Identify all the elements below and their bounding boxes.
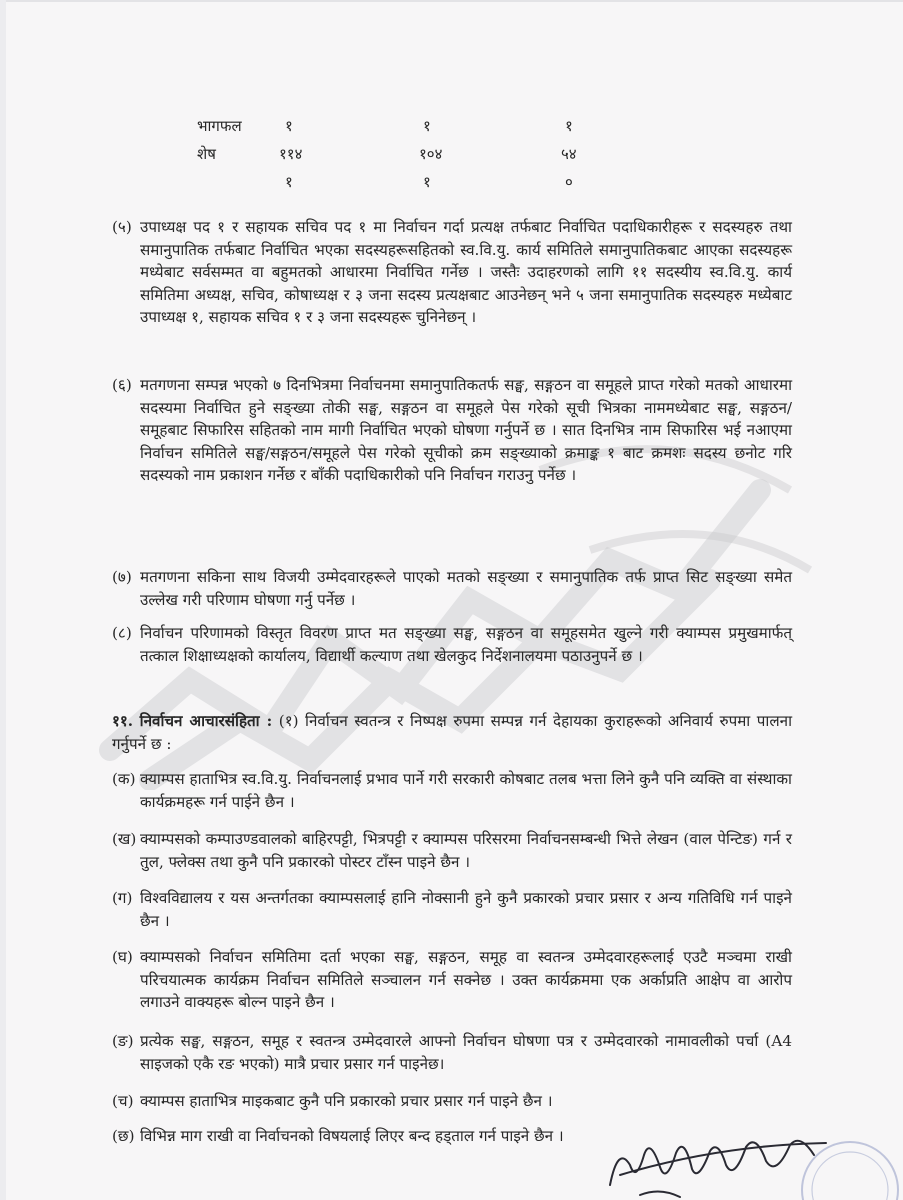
paragraph-text: निर्वाचन परिणामको विस्तृत विवरण प्राप्त मत सङ्ख्या सङ्घ, सङ्गठन वा समूहसमेत खुल्ने गरी क्याम्पस प्रमुखमार्फत् तत्काल शिक्षाध्यक्षको कार्यालय, विद्यार्थी कल्याण तथा खेलकुद निर्देशनालयमा पठाउनुपर्ने छ । [140, 624, 792, 665]
clause-nga [112, 1030, 792, 1075]
paragraph-6 [112, 374, 792, 487]
clause-text: विभिन्न माग राखी वा निर्वाचनको विषयलाई लिएर बन्द हड्ताल गर्न पाइने छैन । [140, 1127, 564, 1145]
calc-row-remainder [197, 140, 617, 168]
calc-value: १ [285, 117, 293, 135]
paragraph-marker: (६) [112, 376, 132, 394]
calc-value: १ [423, 173, 431, 191]
calc-value: १ [285, 173, 293, 191]
division-calculation [197, 112, 617, 196]
section-number: ११. [112, 712, 134, 730]
clause-gha [112, 946, 792, 1014]
clause-ka [112, 768, 792, 813]
calc-value: ० [565, 173, 573, 191]
clause-ga [112, 887, 792, 932]
official-seal-stamp [780, 1120, 900, 1200]
page-left-edge [0, 0, 6, 1200]
paragraph-text: उपाध्यक्ष पद १ र सहायक सचिव पद १ मा निर्वाचन गर्दा प्रत्यक्ष तर्फबाट निर्वाचित पदाधिकारीहरू र सदस्यहरु तथा समानुपातिक तर्फबाट निर्वाचित भएका सदस्यहरूसहितको स्व.वि.यु. कार्य समितिले समानुपातिकबाट आएका सदस्यहरू मध्येबाट सर्वसम्मत वा बहुमतको आधारमा निर्वाचित गर्नेछ । जस्तैः उदाहरणको लागि ११ सदस्यीय स्व.वि.यु. कार्य समितिमा अध्यक्ष, सचिव, कोषाध्यक्ष र ३ जना सदस्य प्रत्यक्षबाट आउनेछन् भने ५ जना समानुपातिक सदस्यहरु मध्येबाट उपाध्यक्ष १, सहायक सचिव १ र ३ जना सदस्यहरू चुनिनेछन् । [140, 218, 792, 327]
clause-text: क्याम्पस हाताभित्र स्व.वि.यु. निर्वाचनलाई प्रभाव पार्ने गरी सरकारी कोषबाट तलब भत्ता लिने कुनै पनि व्यक्ति वा संस्थाका कार्यक्रमहरू गर्न पाईने छैन । [140, 770, 792, 811]
paragraph-text: मतगणना सम्पन्न भएको ७ दिनभित्रमा निर्वाचनमा समानुपातिकतर्फ सङ्घ, सङ्गठन वा समूहले प्राप्त गरेको मतको आधारमा सदस्यमा निर्वाचित हुने सङ्ख्या तोकी सङ्घ, सङ्गठन वा समूहले पेस गरेको सूची भित्रका नाममध्येबाट सङ्घ, सङ्गठन/समूहबाट सिफारिस सहितको नाम मागी निर्वाचित भएको घोषणा गर्नुपर्ने छ । सात दिनभित्र नाम सिफारिस भई नआएमा निर्वाचन समितिले सङ्घ/सङ्गठन/समूहले पेस गरेको सूचीको क्रम सङ्ख्याको क्रमाङ्क १ बाट क्रमशः सदस्य छनोट गरि सदस्यको नाम प्रकाशन गर्नेछ र बाँकी पदाधिकारीको पनि निर्वाचन गराउनु पर्नेछ । [140, 376, 792, 485]
clause-kha [112, 828, 792, 873]
clause-text: विश्वविद्यालय र यस अन्तर्गतका क्याम्पसलाई हानि नोक्सानी हुने कुनै प्रकारको प्रचार प्रसार र अन्य गतिविधि गर्न पाइने छैन । [140, 889, 792, 930]
calc-value: १०४ [419, 145, 443, 163]
section-11 [112, 710, 792, 755]
calc-value: ११४ [279, 145, 303, 163]
calc-row-quotient [197, 112, 617, 140]
paragraph-marker: (७) [112, 568, 132, 586]
calc-value: १ [565, 117, 573, 135]
section-title: निर्वाचन आचारसंहिता : [139, 712, 273, 730]
section-text: (१) निर्वाचन स्वतन्त्र र निष्पक्ष रुपमा सम्पन्न गर्न देहायका कुराहरूको अनिवार्य रुपमा पालना गर्नुपर्ने छ : [112, 712, 792, 753]
clause-text: प्रत्येक सङ्घ, सङ्गठन, समूह र स्वतन्त्र उम्मेदवारले आफ्नो निर्वाचन घोषणा पत्र र उम्मेदवारको नामावलीको पर्चा (A4 साइजको एकै रङ भएको) मात्रै प्रचार प्रसार गर्न पाइनेछ। [140, 1032, 792, 1073]
clause-marker: (छ) [112, 1127, 135, 1145]
paragraph-7 [112, 566, 792, 611]
paragraph-marker: (५) [112, 218, 132, 236]
clause-text: क्याम्पसको कम्पाउण्डवालको बाहिरपट्टी, भित्रपट्टी र क्याम्पस परिसरमा निर्वाचनसम्बन्धी भित्ते लेखन (वाल पेन्टिङ) गर्न र तुल, फ्लेक्स तथा कुनै पनि प्रकारको पोस्टर टाँस्न पाइने छैन । [140, 830, 792, 871]
clause-marker: (क) [112, 770, 136, 788]
clause-marker: (घ) [112, 948, 133, 966]
page-top-border [0, 0, 903, 2]
calc-label: शेष [197, 145, 216, 163]
clause-marker: (ङ) [112, 1032, 134, 1050]
paragraph-8 [112, 622, 792, 667]
clause-text: क्याम्पस हाताभित्र माइकबाट कुनै पनि प्रकारको प्रचार प्रसार गर्न पाइने छैन । [140, 1092, 553, 1110]
clause-marker: (ख) [112, 830, 137, 848]
paragraph-text: मतगणना सकिना साथ विजयी उम्मेदवारहरूले पाएको मतको सङ्ख्या र समानुपातिक तर्फ प्राप्त सिट सङ्ख्या समेत उल्लेख गरी परिणाम घोषणा गर्नु पर्नेछ । [140, 568, 792, 609]
paragraph-5 [112, 216, 792, 329]
calc-label: भागफल [197, 117, 242, 135]
calc-value: १ [423, 117, 431, 135]
calc-value: ५४ [561, 145, 577, 163]
clause-text: क्याम्पसको निर्वाचन समितिमा दर्ता भएका सङ्घ, सङ्गठन, समूह वा स्वतन्त्र उम्मेदवारहरूलाई एउटै मञ्चमा राखी परिचयात्मक कार्यक्रम निर्वाचन समितिले सञ्चालन गर्न सक्नेछ । उक्त कार्यक्रममा एक अर्काप्रति आक्षेप वा आरोप लगाउने वाक्यहरू बोल्न पाइने छैन । [140, 948, 792, 1012]
clause-cha [112, 1090, 792, 1113]
clause-marker: (च) [112, 1092, 134, 1110]
calc-row-extra [197, 168, 617, 196]
paragraph-marker: (८) [112, 624, 132, 642]
clause-marker: (ग) [112, 889, 133, 907]
